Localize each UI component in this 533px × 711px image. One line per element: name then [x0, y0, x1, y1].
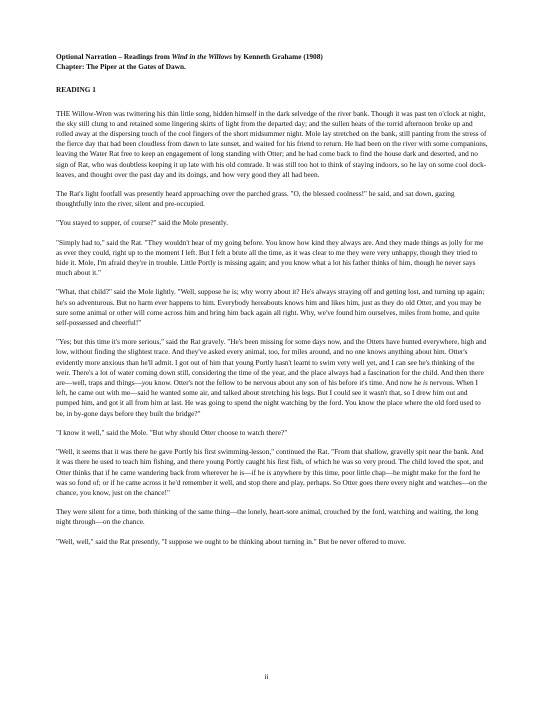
- paragraph: [56, 507, 488, 527]
- paragraph: [56, 189, 488, 209]
- italic-text: is: [266, 467, 272, 477]
- italic-text: is: [422, 378, 428, 388]
- header-title-prefix: Optional Narration – Readings from: [56, 52, 172, 61]
- paragraph-text: "What, that child?" said the Mole lightly. "Well, suppose he is; why worry about it? He's always straying off and getting lost, and turning up again; he's so adventurous. But no harm ever happens to him. Everybody hereabouts knows him and likes him, just as they do old Otter, and you may be sure some animal or other will come across him and bring him back again all right. Why, we've found him ourselves, miles from home, and quite self-possessed and cheerful!": [56, 287, 485, 328]
- paragraph: [56, 337, 488, 419]
- paragraph: [56, 428, 488, 438]
- paragraph-text: The Rat's light footfall was presently heard approaching over the parched grass. "O, the blessed coolness!" he said, and sat down, gazing thoughtfully into the river, silent and pre-occupied.: [56, 189, 455, 209]
- header-title-line: [56, 52, 488, 62]
- paragraph: [56, 238, 488, 279]
- paragraph-text: nervous. When I left, he came out with me—said he wanted some air, and talked about stretching his legs. But I could see it wasn't that, so I drew him out and pumped him, and got it all from him at last. He was going to spend the night watching by the ford. You know the place where the old ford used to be, in by-gone days before they built the bridge?": [56, 378, 481, 418]
- book-title: Wind in the Willows: [171, 52, 232, 61]
- paragraph: [56, 218, 488, 228]
- paragraph: [56, 447, 488, 498]
- paragraph-list: [56, 109, 488, 547]
- paragraph-text: "Yes; but this time it's more serious," said the Rat gravely. "He's been missing for some days now, and the Otters have hunted everywhere, high and low, without finding the slightest trace. And they've asked every animal, too, for miles around, and no one knows anything about him. Otter's evidently more anxious than he'll admit. I got out of him that young Portly hasn't learnt to swim very well yet, and I can see he's thinking of the weir. There's a lot of water coming down still, considering the time of the year, and the place always had a fascination for the child. And then there are—well, traps and things—: [56, 337, 487, 388]
- header-title-suffix: by Kenneth Grahame (1908): [231, 52, 323, 61]
- paragraph-text: THE Willow-Wren was twittering his thin little song, hidden himself in the dark selvedge of the river bank. Though it was past ten o'clock at night, the sky still clung to and retained some lingering skirts of light from the departed day; and the sullen heats of the torrid afternoon broke up and rolled away at the dispersing touch of the cool fingers of the short midsummer night. Mole lay stretched on the bank, still panting from the stress of the fierce day that had been cloudless from dawn to late sunset, and waited for his friend to return. He had been on the river with some companions, leaving the Water Rat free to keep an engagement of long standing with Otter; and he had come back to find the house dark and deserted, and no sign of Rat, who was doubtless keeping it up late with his old comrade. It was still too hot to think of staying indoors, so he lay on some cool dock-leaves, and thought over the past day and its doings, and how very good they all had been.: [56, 108, 488, 179]
- paragraph-text: They were silent for a time, both thinking of the same thing—the lonely, heart-sore animal, crouched by the ford, watching and waiting, the long night through—on the chance.: [56, 507, 479, 527]
- paragraph-text: know. Otter's not the fellow to be nervous about any son of his before it's time. And now he: [152, 378, 423, 388]
- paragraph-text: "Simply had to," said the Rat. "They wouldn't hear of my going before. You know how kind they always are. And they made things as jolly for me as ever they could, right up to the moment I left. But I felt a brute all the time, as it was clear to me they were very unhappy, though they tried to hide it. Mole, I'm afraid they're in trouble. Little Portly is missing again; and you know what a lot his father thinks of him, though he never says much about it.": [56, 237, 484, 278]
- paragraph-text: "Well, it seems that it was there he gave Portly his first swimming-lesson," continued the Rat. "From that shallow, gravelly spit near the bank. And it was there he used to teach him fishing, and there young Portly caught his first fish, of which he was so very proud. The child loved the spot, and Otter thinks that if he came wandering back from wherever he is—if he: [56, 447, 484, 477]
- paragraph-text: "I know it well," said the Mole. "But why should Otter choose to watch there?": [56, 427, 288, 437]
- document-body: [56, 52, 488, 556]
- paragraph-text: "You stayed to supper, of course?" said the Mole presently.: [56, 218, 229, 228]
- reading-heading: READING 1: [56, 85, 96, 95]
- paragraph: [56, 287, 488, 328]
- italic-text: you: [141, 378, 153, 388]
- paragraph: [56, 537, 488, 547]
- paragraph-text: anywhere by this time, poor little chap—he might make for the ford he was so fond of; or if he came across it he'd remember it well, and stop there and play, perhaps. So Otter goes there every night and watches—on the chance, you know, just on the chance!": [56, 467, 488, 497]
- paragraph-text: "Well, well," said the Rat presently, "I suppose we ought to be thinking about turning in." But he never offered to move.: [56, 536, 406, 546]
- page-number: ii: [264, 672, 269, 681]
- paragraph: [56, 109, 488, 180]
- chapter-title: Chapter: The Piper at the Gates of Dawn.: [56, 62, 186, 72]
